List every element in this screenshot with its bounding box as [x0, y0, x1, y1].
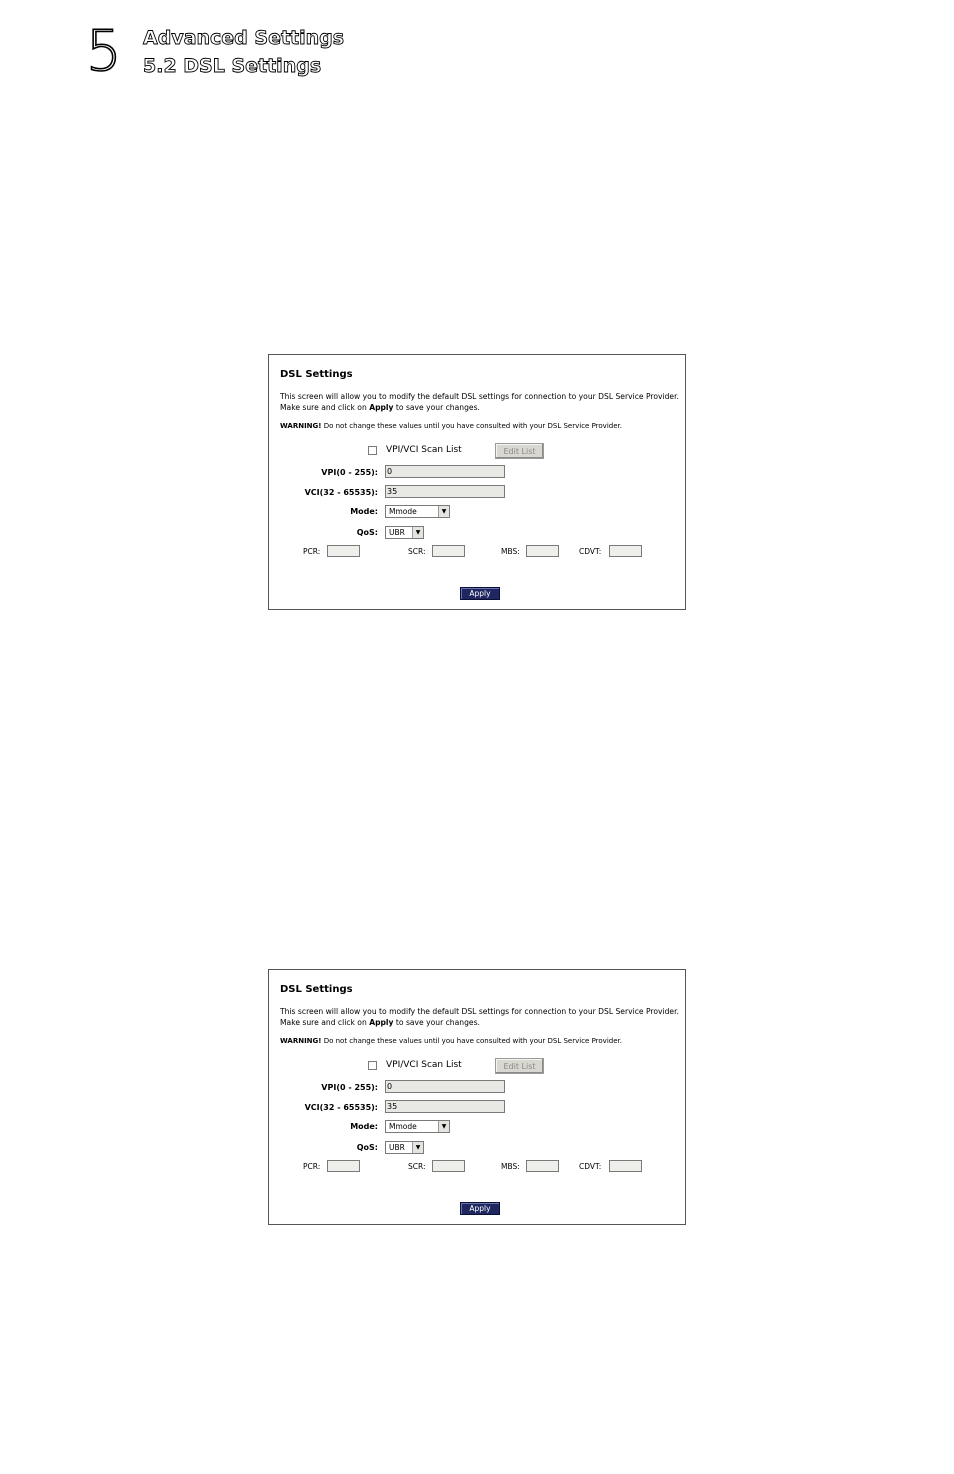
chevron-down-icon: ▼	[438, 506, 449, 517]
panel-warning: WARNING! Do not change these values until you have consulted with your DSL Service Provider.	[280, 422, 622, 430]
panel-title: DSL Settings	[280, 984, 353, 995]
vci-label: VCI(32 - 65535):	[304, 1103, 378, 1112]
scan-list-label: VPI/VCI Scan List	[386, 445, 462, 455]
vci-input[interactable]: 35	[385, 485, 505, 498]
scr-input[interactable]	[432, 1160, 465, 1172]
chapter-number: 5	[86, 19, 120, 84]
cdvt-label: CDVT:	[579, 547, 602, 556]
mbs-input[interactable]	[526, 1160, 559, 1172]
apply-button[interactable]: Apply	[460, 1202, 500, 1215]
mbs-label: MBS:	[501, 547, 520, 556]
vci-label: VCI(32 - 65535):	[304, 488, 378, 497]
scr-label: SCR:	[408, 547, 426, 556]
panel-title: DSL Settings	[280, 369, 353, 380]
cdvt-input[interactable]	[609, 545, 642, 557]
chevron-down-icon: ▼	[412, 1142, 423, 1153]
edit-list-button[interactable]: Edit List	[495, 443, 544, 459]
edit-list-button[interactable]: Edit List	[495, 1058, 544, 1074]
vpi-label: VPI(0 - 255):	[321, 1083, 378, 1092]
vci-input[interactable]: 35	[385, 1100, 505, 1113]
chevron-down-icon: ▼	[438, 1121, 449, 1132]
panel-description: This screen will allow you to modify the default DSL settings for connection to your DSL Service Provider. Make sure and click on Apply to save your changes.	[280, 1007, 679, 1027]
panel-warning: WARNING! Do not change these values until you have consulted with your DSL Service Provider.	[280, 1037, 622, 1045]
pcr-input[interactable]	[327, 545, 360, 557]
pcr-label: PCR:	[303, 1162, 321, 1171]
qos-label: QoS:	[356, 528, 378, 537]
chevron-down-icon: ▼	[412, 527, 423, 538]
panel-description: This screen will allow you to modify the default DSL settings for connection to your DSL Service Provider. Make sure and click on Apply to save your changes.	[280, 392, 679, 412]
chapter-title: Advanced Settings	[143, 27, 345, 49]
vpi-input[interactable]: 0	[385, 465, 505, 478]
cdvt-label: CDVT:	[579, 1162, 602, 1171]
scan-list-checkbox[interactable]	[368, 1061, 377, 1070]
dsl-settings-screenshot-2	[268, 969, 686, 1225]
qos-select[interactable]: UBR ▼	[385, 526, 424, 539]
mbs-label: MBS:	[501, 1162, 520, 1171]
pcr-input[interactable]	[327, 1160, 360, 1172]
scr-input[interactable]	[432, 545, 465, 557]
cdvt-input[interactable]	[609, 1160, 642, 1172]
mode-label: Mode:	[350, 507, 378, 516]
scan-list-checkbox[interactable]	[368, 446, 377, 455]
qos-label: QoS:	[356, 1143, 378, 1152]
pcr-label: PCR:	[303, 547, 321, 556]
vpi-label: VPI(0 - 255):	[321, 468, 378, 477]
dsl-settings-screenshot-1	[268, 354, 686, 610]
vpi-input[interactable]: 0	[385, 1080, 505, 1093]
mode-select[interactable]: Mmode ▼	[385, 505, 450, 518]
mbs-input[interactable]	[526, 545, 559, 557]
apply-button[interactable]: Apply	[460, 587, 500, 600]
scr-label: SCR:	[408, 1162, 426, 1171]
mode-label: Mode:	[350, 1122, 378, 1131]
qos-select[interactable]: UBR ▼	[385, 1141, 424, 1154]
mode-select[interactable]: Mmode ▼	[385, 1120, 450, 1133]
section-title: 5.2 DSL Settings	[143, 55, 322, 77]
scan-list-label: VPI/VCI Scan List	[386, 1060, 462, 1070]
